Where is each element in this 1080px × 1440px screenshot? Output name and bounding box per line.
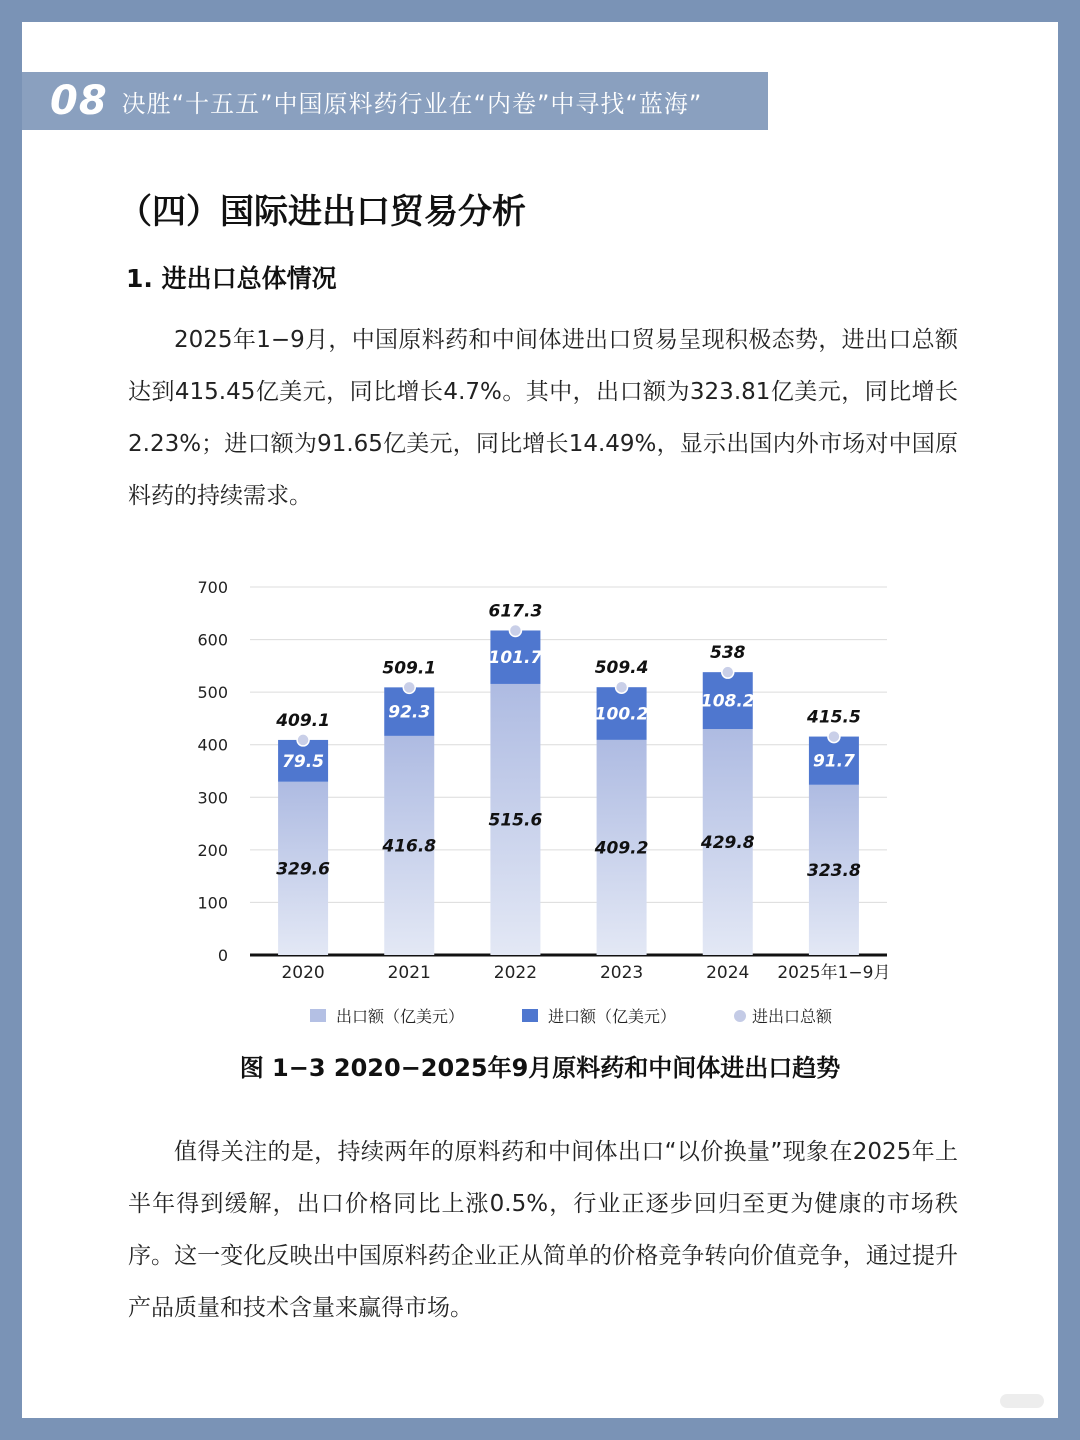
legend-label-total: 进出口总额 xyxy=(752,1007,833,1026)
total-marker xyxy=(297,734,309,746)
import-value-label: 79.5 xyxy=(282,751,325,772)
total-value-label: 409.1 xyxy=(276,710,330,731)
total-value-label: 415.5 xyxy=(807,707,861,728)
legend-label-export: 出口额（亿美元） xyxy=(336,1007,465,1026)
trade-chart xyxy=(150,552,930,1046)
x-tick-label: 2023 xyxy=(599,963,644,983)
legend-swatch-export xyxy=(310,1009,326,1022)
section-title: （四）国际进出口贸易分析 xyxy=(118,192,526,232)
intro-paragraph: 2025年1−9月，中国原料药和中间体进出口贸易呈现积极态势，进出口总额达到415.45亿美元，同比增长4.7%。其中，出口额为323.81亿美元，同比增长2.23%；进口额为91.65亿美元，同比增长14.49%，显示出国内外市场对中国原料药的持续需求。 xyxy=(128,327,958,509)
export-value-label: 323.8 xyxy=(807,860,861,881)
import-value-label: 91.7 xyxy=(812,751,855,772)
watermark-badge xyxy=(1000,1394,1044,1408)
export-value-label: 429.8 xyxy=(700,833,755,854)
legend-label-import: 进口额（亿美元） xyxy=(548,1007,677,1026)
import-value-label: 100.2 xyxy=(594,704,649,725)
analysis-paragraph: 值得关注的是，持续两年的原料药和中间体出口“以价换量”现象在2025年上半年得到缓解，出口价格同比上涨0.5%，行业正逐步回归至更为健康的市场秩序。这一变化反映出中国原料药企业正从简单的价格竞争转向价值竞争，通过提升产品质量和技术含量来赢得市场。 xyxy=(128,1139,958,1321)
export-value-label: 329.6 xyxy=(276,859,330,880)
total-marker xyxy=(616,681,628,693)
legend-swatch-import xyxy=(522,1009,538,1022)
sub-title: 1. 进出口总体情况 xyxy=(126,264,337,293)
total-value-label: 509.1 xyxy=(382,658,437,679)
x-tick-label: 2022 xyxy=(493,963,538,983)
figure-caption: 图 1−3 2020−2025年9月原料药和中间体进出口趋势 xyxy=(239,1054,841,1082)
chapter-title: 决胜“十五五”中国原料药行业在“内卷”中寻找“蓝海” xyxy=(121,89,703,118)
y-tick-label: 0 xyxy=(217,946,228,965)
x-tick-label: 2021 xyxy=(387,963,431,983)
total-marker xyxy=(509,624,521,636)
trade-chart-svg xyxy=(150,552,930,1042)
x-tick-label: 2025年1−9月 xyxy=(777,963,891,983)
export-value-label: 416.8 xyxy=(382,836,437,857)
y-tick-label: 100 xyxy=(197,893,228,913)
export-value-label: 409.2 xyxy=(594,838,649,859)
total-marker xyxy=(403,681,415,693)
y-tick-label: 200 xyxy=(197,840,228,860)
y-tick-label: 300 xyxy=(197,788,228,808)
total-marker xyxy=(722,666,734,678)
import-value-label: 101.7 xyxy=(488,648,543,669)
x-tick-label: 2024 xyxy=(706,963,750,983)
report-page xyxy=(22,22,1058,1418)
chapter-header-band xyxy=(22,72,768,130)
legend-marker-total xyxy=(734,1010,746,1022)
y-tick-label: 500 xyxy=(197,683,228,703)
total-value-label: 538 xyxy=(710,643,746,664)
total-value-label: 509.4 xyxy=(594,658,649,679)
x-tick-label: 2020 xyxy=(281,963,325,983)
y-tick-label: 400 xyxy=(197,735,228,755)
y-tick-label: 700 xyxy=(197,578,228,597)
export-value-label: 515.6 xyxy=(488,810,543,831)
import-value-label: 108.2 xyxy=(700,691,755,712)
total-marker xyxy=(828,731,840,743)
y-tick-label: 600 xyxy=(197,630,228,650)
chapter-number: 08 xyxy=(50,78,108,124)
total-value-label: 617.3 xyxy=(488,601,543,622)
import-value-label: 92.3 xyxy=(388,702,431,723)
